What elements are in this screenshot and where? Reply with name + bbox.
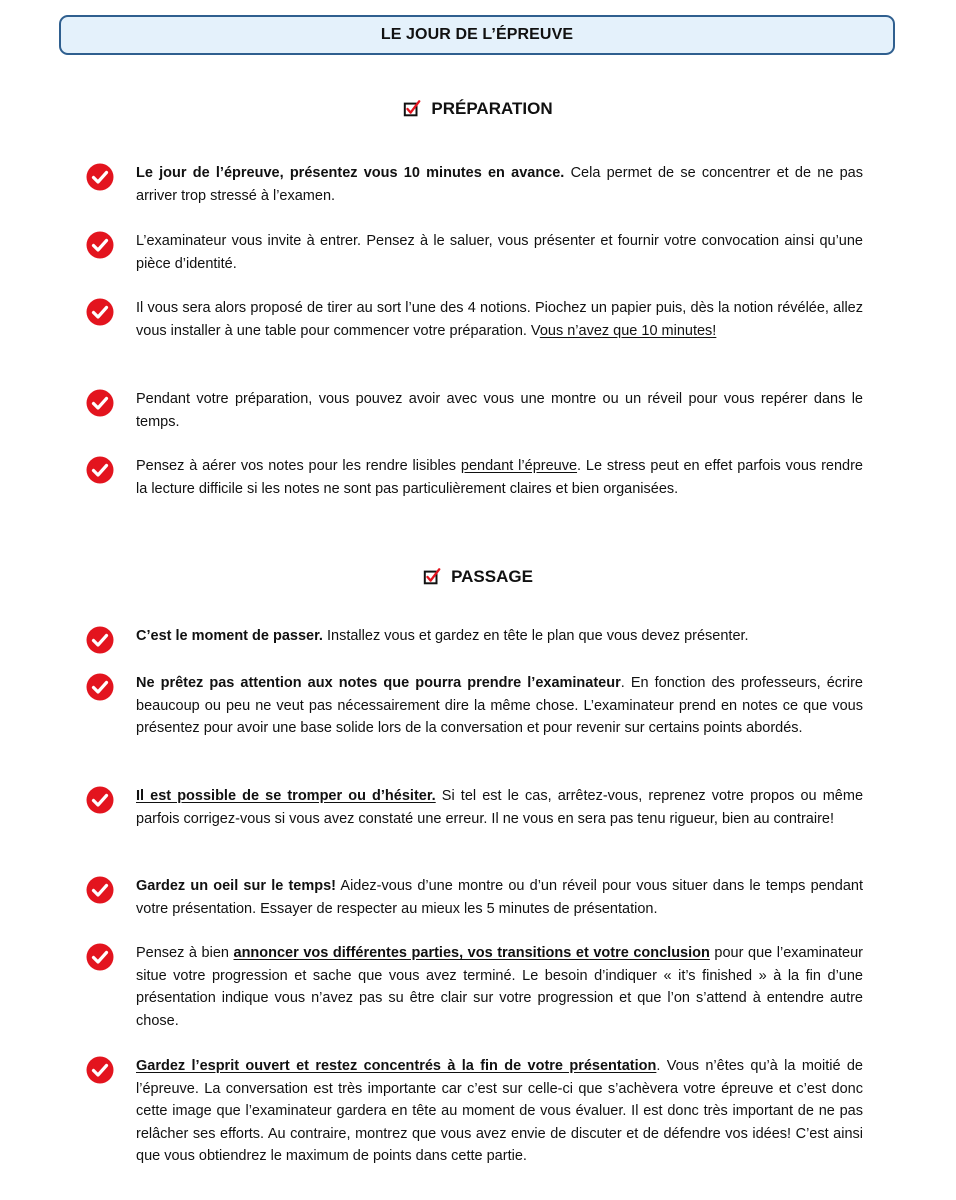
- item-text: [136, 162, 863, 207]
- item-text: [136, 230, 863, 275]
- item-text-bold: Ne prêtez pas attention aux notes que pourra prendre l’examinateur: [136, 675, 621, 691]
- item-text: [136, 297, 863, 342]
- item-text: [136, 785, 863, 830]
- item-text-plain: Pensez à bien: [136, 945, 234, 961]
- check-circle-icon: [86, 231, 114, 259]
- item-text: [136, 672, 863, 740]
- check-circle-icon: [86, 389, 114, 417]
- list-item: [86, 230, 864, 275]
- page-title: LE JOUR DE L’ÉPREUVE: [59, 15, 895, 55]
- check-circle-icon: [86, 298, 114, 326]
- item-text-plain: . Le stress peut en effet parfois vous rendre la lecture difficile si les notes ne sont pas particulièrement claires et bien organisées.: [136, 458, 863, 497]
- item-text-bold: Le jour de l’épreuve, présentez vous 10 minutes en avance.: [136, 165, 565, 181]
- check-circle-icon: [86, 786, 114, 814]
- item-text-bold: C’est le moment de passer.: [136, 628, 323, 644]
- check-circle-icon: [86, 626, 114, 654]
- item-text: [136, 625, 863, 648]
- list-item: [86, 297, 864, 342]
- list-item: [86, 625, 864, 654]
- section-heading-preparation: [0, 99, 956, 119]
- item-text-plain: . En fonction des professeurs, écrire beaucoup ou peu ne veut pas nécessairement dire la même chose. L’examinateur prend en notes ce que vous présentez pour avoir une base solide lors de la conversation et pour revenir sur certains points abordés.: [136, 675, 863, 736]
- item-text-plain: Cela permet de se concentrer et de ne pas arriver trop stressé à l’examen.: [136, 165, 863, 204]
- item-text-bold: Gardez un oeil sur le temps!: [136, 878, 337, 894]
- item-text-underlined: ous n’avez que 10 minutes!: [539, 322, 717, 339]
- list-item: [86, 785, 864, 830]
- check-circle-icon: [86, 673, 114, 701]
- item-text-plain: L’examinateur vous invite à entrer. Pensez à le saluer, vous présenter et fournir votre convocation ainsi qu’une pièce d’identité.: [136, 233, 863, 272]
- item-text-plain: Installez vous et gardez en tête le plan que vous devez présenter.: [322, 628, 749, 644]
- item-text: [136, 455, 863, 500]
- item-text-plain: Il vous sera alors proposé de tirer au sort l’une des 4 notions. Piochez un papier puis, dès la notion révélée, allez vous installer à une table pour commencer votre préparation. V: [136, 300, 863, 339]
- list-item: [86, 388, 864, 433]
- item-text: [136, 388, 863, 433]
- checked-box-icon: [403, 100, 421, 118]
- item-text-plain: pour que l’examinateur situe votre progression et sache que vous avez terminé. Le besoin d’indiquer « it’s finished » à la fin d’une présentation indique vous n’avez pas su être clair sur votre progression et que l’on s’attend à entendre autre chose.: [136, 945, 863, 1029]
- item-text-underlined: pendant l’épreuve: [460, 458, 578, 474]
- item-text-plain: Pensez à aérer vos notes pour les rendre lisibles: [136, 458, 461, 474]
- check-circle-icon: [86, 456, 114, 484]
- item-text-bold-underlined: Gardez l’esprit ouvert et restez concentrés à la fin de votre présentation: [136, 1058, 657, 1074]
- item-text-plain: Pendant votre préparation, vous pouvez avoir avec vous une montre ou un réveil pour vous repérer dans le temps.: [136, 391, 863, 430]
- item-text-bold-underlined: Il est possible de se tromper ou d’hésiter.: [136, 788, 436, 804]
- check-circle-icon: [86, 163, 114, 191]
- section-title: PASSAGE: [451, 567, 533, 586]
- item-text-plain: Aidez-vous d’une montre ou d’un réveil pour vous situer dans le temps pendant votre présentation. Essayer de respecter au mieux les 5 minutes de présentation.: [136, 878, 863, 917]
- list-item: [86, 162, 864, 207]
- item-text: [136, 1055, 863, 1168]
- list-item: [86, 875, 864, 920]
- section-heading-passage: [0, 567, 956, 587]
- list-item: [86, 942, 864, 1032]
- list-item: [86, 1055, 864, 1168]
- item-text-bold-underlined: annoncer vos différentes parties, vos transitions et votre conclusion: [233, 945, 710, 961]
- item-text: [136, 942, 863, 1032]
- section-title: PRÉPARATION: [431, 99, 553, 118]
- checked-box-icon: [423, 568, 441, 586]
- item-text: [136, 875, 863, 920]
- item-text-plain: Si tel est le cas, arrêtez-vous, reprenez votre propos ou même parfois corrigez-vous si vous avez constaté une erreur. Il ne vous en sera pas tenu rigueur, bien au contraire!: [136, 788, 864, 827]
- check-circle-icon: [86, 1056, 114, 1084]
- item-text-plain: . Vous n’êtes qu’à la moitié de l’épreuve. La conversation est très importante car c’est sur celle-ci que s’achèvera votre épreuve et c’est donc cette image que l’examinateur gardera en tête au moment de vous évaluer. Il est donc très important de ne pas relâcher ses efforts. Au contraire, montrez que vous avez envie de discuter et de défendre vos idées! C’est ainsi que vous obtiendrez le maximum de points dans cette partie.: [136, 1058, 863, 1164]
- check-circle-icon: [86, 876, 114, 904]
- list-item: [86, 672, 864, 740]
- check-circle-icon: [86, 943, 114, 971]
- list-item: [86, 455, 864, 500]
